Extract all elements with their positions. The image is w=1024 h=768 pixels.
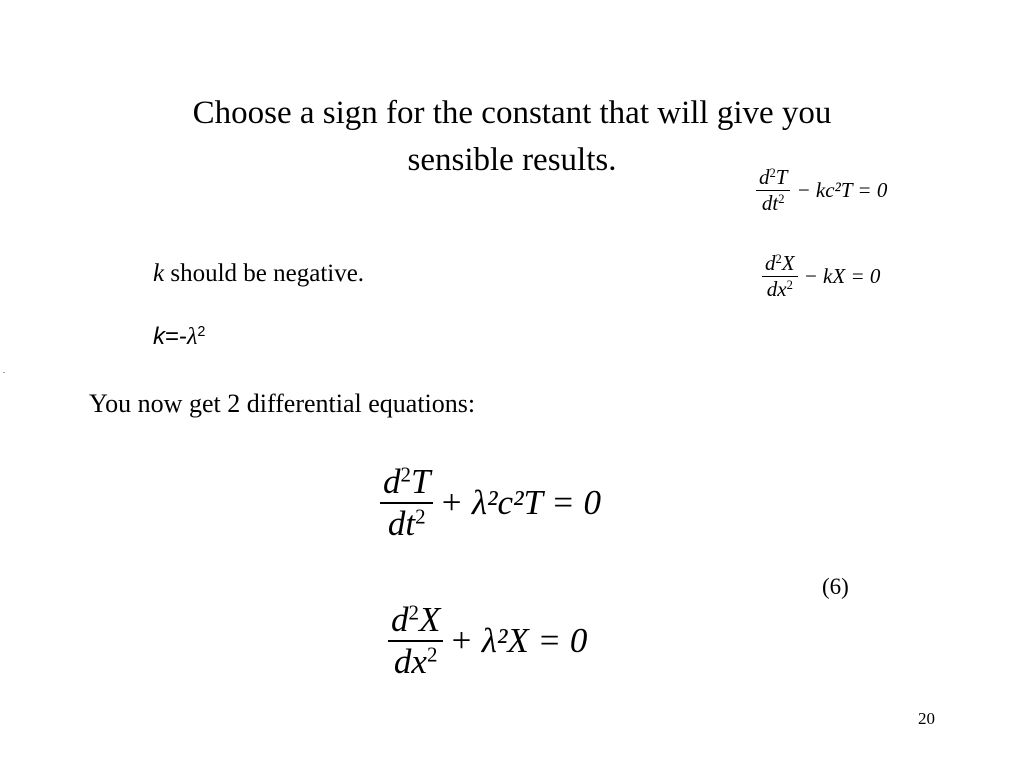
sign-statement xyxy=(153,260,364,288)
small-equation-time-fraction: $\frac{d^2T}{dt^2}$ xyxy=(756,165,790,216)
space-equation-fraction: $\frac{d^2X}{dx^2}$ xyxy=(388,600,443,682)
small-equation-space xyxy=(762,251,886,302)
substitution-equals: =- xyxy=(165,323,188,350)
k-variable: k xyxy=(153,260,165,287)
substitution-exponent: 2 xyxy=(197,324,206,341)
time-equation-fraction: $\frac{d^2T}{dt^2}$ xyxy=(380,462,433,544)
small-equation-space-fraction: $\frac{d^2X}{dx^2}$ xyxy=(762,251,798,302)
substitution-formula xyxy=(153,323,205,351)
substitution-lambda: λ xyxy=(187,324,198,350)
time-equation-rhs: + λ²c²T = 0 xyxy=(439,482,601,522)
substitution-k: k xyxy=(153,323,165,350)
small-equation-time xyxy=(756,165,893,216)
slide-title-line1: Choose a sign for the constant that will give you xyxy=(192,95,832,131)
small-equation-time-rhs: − kc²T = 0 xyxy=(796,178,888,202)
slide-title-line2: sensible results. xyxy=(407,142,617,178)
stray-mark: . xyxy=(3,366,5,375)
small-equation-space-rhs: − kX = 0 xyxy=(803,264,881,288)
sign-statement-text: should be negative. xyxy=(164,260,365,287)
intro-text: You now get 2 differential equations: xyxy=(89,389,476,418)
equation-number: (6) xyxy=(822,574,849,599)
space-equation-rhs: + λ²X = 0 xyxy=(449,620,588,660)
space-equation xyxy=(388,600,593,682)
page-number: 20 xyxy=(918,709,935,728)
time-equation xyxy=(380,462,607,544)
